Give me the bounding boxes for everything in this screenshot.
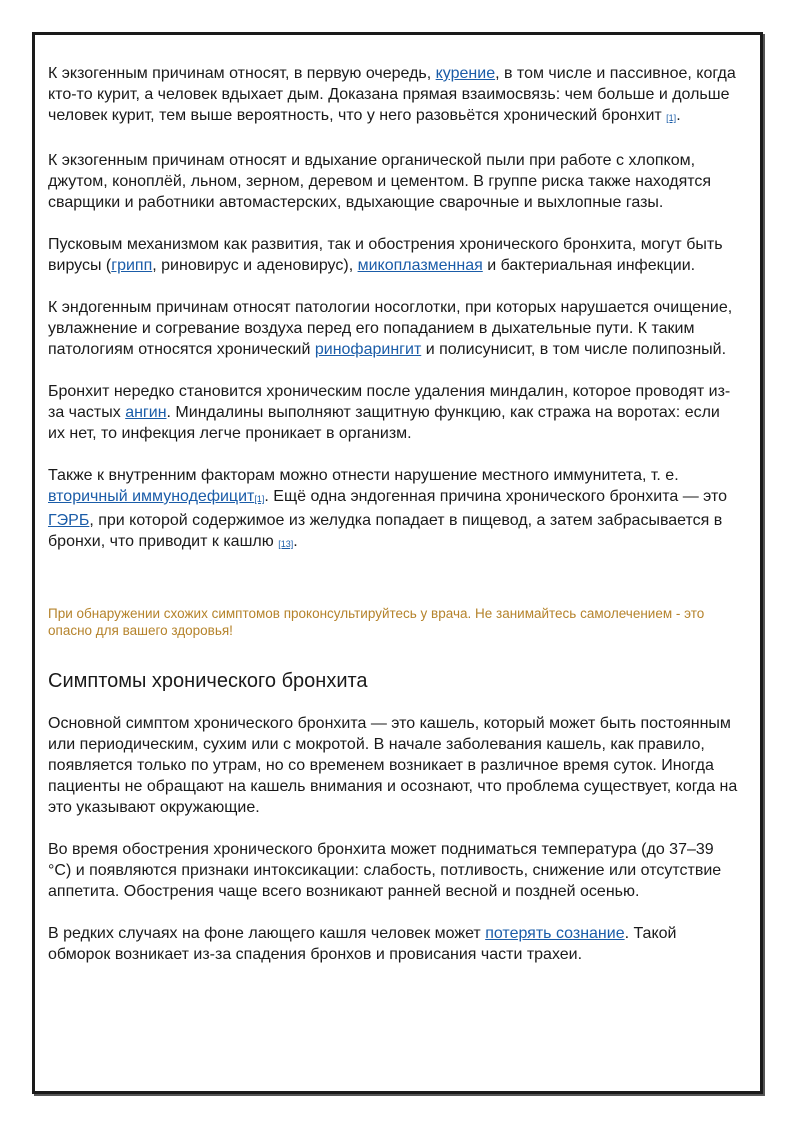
ref-1[interactable]: [1] <box>666 113 677 123</box>
symptoms-paragraph <box>48 923 738 965</box>
link-mycoplasma[interactable]: микоплазменная <box>357 257 483 274</box>
text-run: Бронхит нередко становится хроническим после удаления миндалин, которое проводят из-за частых <box>48 383 731 421</box>
text-run: и полисунисит, в том числе полипозный. <box>421 341 727 358</box>
text-run: , в том числе и пассивное, когда кто-то курит, а человек вдыхает дым. Доказана прямая взаимосвязь: чем больше и дольше человек курит, тем выше вероятность, что у него разовьётся хронический бронхит <box>48 65 736 124</box>
text-run: Во время обострения хронического бронхита может подниматься температура (до 37–39 °C) и появляются признаки интоксикации: слабость, потливость, снижение или отсутствие аппетита. Обострения чаще всего возникают ранней весной и поздней осенью. <box>48 841 722 900</box>
text-run: Пусковым механизмом как развития, так и обострения хронического бронхита, могут быть вирусы ( <box>48 236 723 274</box>
reference-superscript <box>278 539 293 549</box>
link-tonsillitis[interactable]: ангин <box>125 404 167 421</box>
symptoms-section <box>48 713 738 965</box>
text-run: , риновирус и аденовирус), <box>152 257 358 274</box>
causes-section <box>48 63 738 555</box>
causes-paragraph <box>48 234 738 276</box>
text-run: , при которой содержимое из желудка попадает в пищевод, а затем забрасывается в бронхи, что приводит к кашлю <box>48 512 723 550</box>
causes-paragraph <box>48 297 738 360</box>
link-smoking[interactable]: курение <box>435 65 496 82</box>
symptoms-paragraph <box>48 713 738 818</box>
text-run: и бактериальная инфекции. <box>482 257 696 274</box>
text-run: В редких случаях на фоне лающего кашля человек может <box>48 925 486 942</box>
link-rhinopharyngitis[interactable]: ринофарингит <box>314 341 422 358</box>
self-treatment-warning: При обнаружении схожих симптомов проконсультируйтесь у врача. Не занимайтесь самолечением - это опасно для вашего здоровья! <box>48 606 705 638</box>
page-frame <box>32 32 763 1094</box>
link-gerd[interactable]: ГЭРБ <box>48 512 90 529</box>
text-run: . <box>676 107 681 124</box>
text-run: Также к внутренним факторам можно отнести нарушение местного иммунитета, т. е. <box>48 467 679 484</box>
causes-paragraph <box>48 381 738 444</box>
text-run: . Такой обморок возникает из-за спадения бронхов и провисания части трахеи. <box>48 925 677 963</box>
reference-superscript <box>254 494 264 504</box>
link-fainting[interactable]: потерять сознание <box>485 925 625 942</box>
link-immunodeficiency[interactable]: вторичный иммунодефицит <box>48 488 255 505</box>
text-run: . Миндалины выполняют защитную функцию, как стража на воротах: если их нет, то инфекция легче проникает в организм. <box>48 404 720 442</box>
text-run: Основной симптом хронического бронхита — это кашель, который может быть постоянным или периодическим, сухим или с мокротой. В начале заболевания кашель, как правило, появляется только по утрам, но со временем возникает в различное время суток. Иногда пациенты не обращают на кашель внимания и осознают, что проблема существует, когда на это указывают окружающие. <box>48 715 738 816</box>
causes-paragraph <box>48 465 738 555</box>
causes-paragraph <box>48 63 738 129</box>
link-flu[interactable]: грипп <box>111 257 153 274</box>
article-content <box>48 63 738 965</box>
symptoms-paragraph <box>48 839 738 902</box>
text-run: К экзогенным причинам относят и вдыхание органической пыли при работе с хлопком, джутом, коноплёй, льном, зерном, деревом и цементом. В группе риска также находятся сварщики и работники автомастерских, вдыхающие сварочные и выхлопные газы. <box>48 152 712 211</box>
text-run: . <box>293 533 298 550</box>
text-run: К экзогенным причинам относят, в первую очередь, <box>48 65 436 82</box>
symptoms-heading: Симптомы хронического бронхита <box>48 670 368 692</box>
causes-paragraph <box>48 150 738 213</box>
ref-13[interactable]: [13] <box>278 539 294 549</box>
reference-superscript <box>666 113 676 123</box>
ref-1-second[interactable]: [1] <box>254 494 265 504</box>
text-run: . Ещё одна эндогенная причина хронического бронхита — это <box>264 488 727 505</box>
text-run: К эндогенным причинам относят патологии носоглотки, при которых нарушается очищение, увлажнение и согревание воздуха перед его попаданием в дыхательные пути. К таким патологиям относятся хронический <box>48 299 733 358</box>
